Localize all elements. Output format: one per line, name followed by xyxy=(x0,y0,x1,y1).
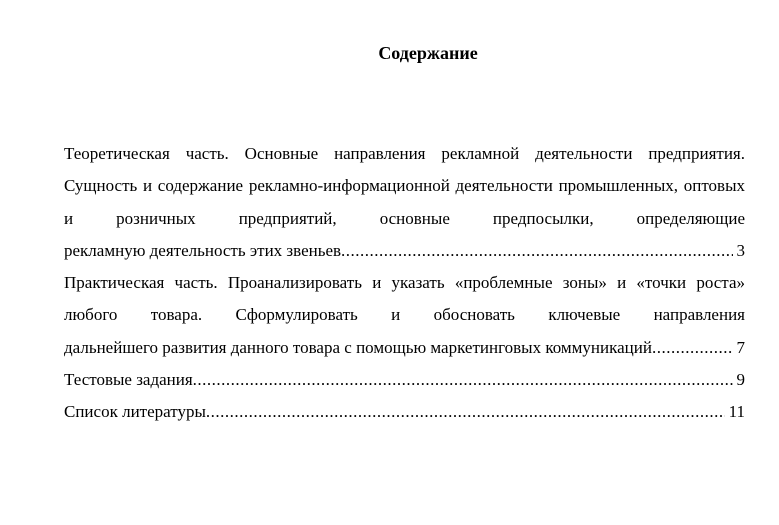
toc-entry-tests[interactable] xyxy=(64,364,745,396)
dot-leader xyxy=(341,235,732,267)
toc-entry-last-line xyxy=(64,235,745,267)
table-of-contents xyxy=(64,138,745,429)
dot-leader xyxy=(193,364,733,396)
page-number: 11 xyxy=(728,402,745,422)
page-title: Содержание xyxy=(378,43,478,63)
toc-entry-theory[interactable] xyxy=(64,138,745,267)
toc-entry-practice[interactable] xyxy=(64,267,745,364)
toc-entry-references[interactable] xyxy=(64,396,745,428)
page-number: 7 xyxy=(736,337,745,357)
toc-entry-tail-text: Список литературы xyxy=(64,402,206,422)
toc-entry-text: Теоретическая часть. Основные направления рекламной деятельности предприятия. Сущность и содержание рекламно-информационной деятельности промышленных, оптовых и розничных предприятий, основные предпосылки, определяющие xyxy=(64,144,745,228)
toc-entry-last-line xyxy=(64,332,745,364)
dot-leader xyxy=(206,396,725,428)
toc-entry-last-line xyxy=(64,364,745,396)
toc-entry-tail-text: Тестовые задания xyxy=(64,370,193,390)
toc-entry-tail-text: рекламную деятельность этих звеньев xyxy=(64,240,342,260)
page-number: 3 xyxy=(736,240,745,260)
page-number: 9 xyxy=(736,370,745,390)
toc-entry-last-line xyxy=(64,396,745,428)
toc-entry-tail-text: дальнейшего развития данного товара с помощью маркетинговых коммуникаций xyxy=(64,337,652,357)
dot-leader xyxy=(652,332,733,364)
toc-entry-text: Практическая часть. Проанализировать и указать «проблемные зоны» и «точки роста» любого товара. Сформулировать и обосновать ключевые направления xyxy=(64,273,745,325)
